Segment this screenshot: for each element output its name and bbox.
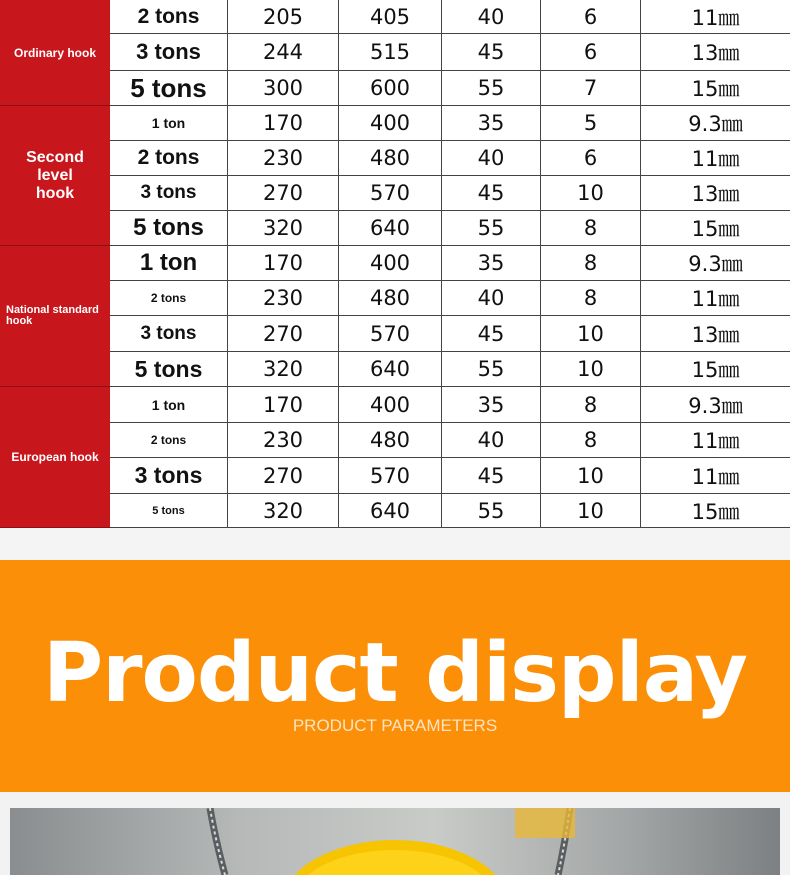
table-row	[110, 316, 790, 352]
value-cell: 230	[227, 281, 338, 315]
value-cell: 45	[441, 316, 540, 351]
capacity-cell: 2 tons	[137, 146, 200, 169]
banner-subtitle: PRODUCT PARAMETERS	[292, 716, 498, 735]
table-row	[110, 211, 790, 246]
value-cell: 6	[540, 34, 640, 70]
value-cell: 8	[540, 281, 640, 315]
value-cell: 11㎜	[640, 281, 790, 315]
value-cell: 570	[338, 176, 441, 210]
capacity-cell: 3 tons	[134, 462, 203, 488]
value-cell: 40	[441, 0, 540, 33]
value-cell: 230	[227, 141, 338, 175]
value-cell: 10	[540, 176, 640, 210]
value-cell: 45	[441, 458, 540, 493]
capacity-cell: 3 tons	[140, 322, 197, 344]
value-cell: 10	[540, 316, 640, 351]
value-cell: 640	[338, 494, 441, 527]
value-cell: 45	[441, 176, 540, 210]
table-row	[110, 246, 790, 281]
table-row	[110, 34, 790, 71]
capacity-cell: 1 ton	[139, 249, 198, 276]
table-row	[110, 352, 790, 387]
value-cell: 15㎜	[640, 352, 790, 386]
value-cell: 15㎜	[640, 71, 790, 105]
capacity-cell: 2 tons	[150, 433, 187, 447]
value-cell: 270	[227, 176, 338, 210]
value-cell: 7	[540, 71, 640, 105]
value-cell: 11㎜	[640, 0, 790, 33]
value-cell: 6	[540, 0, 640, 33]
value-cell: 55	[441, 211, 540, 245]
value-cell: 55	[441, 352, 540, 386]
value-cell: 570	[338, 316, 441, 351]
value-cell: 9.3㎜	[640, 106, 790, 140]
hook-type-label: National standard hook	[0, 246, 110, 387]
value-cell: 230	[227, 423, 338, 457]
capacity-cell: 1 ton	[151, 396, 186, 413]
value-cell: 13㎜	[640, 34, 790, 70]
value-cell: 10	[540, 494, 640, 527]
capacity-cell: 1 ton	[151, 115, 186, 131]
value-cell: 400	[338, 246, 441, 280]
value-cell: 8	[540, 211, 640, 245]
value-cell: 55	[441, 494, 540, 527]
capacity-cell: 5 tons	[133, 214, 204, 241]
value-cell: 244	[227, 34, 338, 70]
table-row	[110, 71, 790, 106]
value-cell: 400	[338, 106, 441, 140]
table-row	[110, 423, 790, 458]
hook-type-label: Second level hook	[0, 106, 110, 246]
value-cell: 13㎜	[640, 176, 790, 210]
value-cell: 11㎜	[640, 458, 790, 493]
hook-type-label: European hook	[0, 387, 110, 528]
product-photo	[10, 808, 780, 875]
table-row	[110, 0, 790, 34]
value-cell: 5	[540, 106, 640, 140]
value-cell: 45	[441, 34, 540, 70]
value-cell: 9.3㎜	[640, 387, 790, 422]
value-cell: 320	[227, 494, 338, 527]
table-row	[110, 387, 790, 423]
table-row	[110, 106, 790, 141]
value-cell: 480	[338, 281, 441, 315]
value-cell: 400	[338, 387, 441, 422]
value-cell: 10	[540, 352, 640, 386]
value-cell: 270	[227, 316, 338, 351]
value-cell: 55	[441, 71, 540, 105]
value-cell: 10	[540, 458, 640, 493]
table-row	[110, 494, 790, 528]
banner-title: Product display	[43, 626, 747, 721]
value-cell: 6	[540, 141, 640, 175]
value-cell: 270	[227, 458, 338, 493]
table-row	[110, 281, 790, 316]
value-cell: 8	[540, 423, 640, 457]
value-cell: 570	[338, 458, 441, 493]
value-cell: 35	[441, 106, 540, 140]
value-cell: 405	[338, 0, 441, 33]
value-cell: 300	[227, 71, 338, 105]
table-row	[110, 176, 790, 211]
value-cell: 640	[338, 211, 441, 245]
value-cell: 8	[540, 246, 640, 280]
value-cell: 9.3㎜	[640, 246, 790, 280]
value-cell: 320	[227, 352, 338, 386]
value-cell: 8	[540, 387, 640, 422]
capacity-cell: 5 tons	[130, 72, 207, 103]
value-cell: 480	[338, 423, 441, 457]
value-cell: 40	[441, 281, 540, 315]
value-cell: 13㎜	[640, 316, 790, 351]
value-cell: 40	[441, 423, 540, 457]
value-cell: 35	[441, 387, 540, 422]
table-row	[110, 141, 790, 176]
value-cell: 205	[227, 0, 338, 33]
value-cell: 35	[441, 246, 540, 280]
value-cell: 640	[338, 352, 441, 386]
table-row	[110, 458, 790, 494]
capacity-cell: 5 tons	[134, 355, 203, 382]
value-cell: 11㎜	[640, 141, 790, 175]
section-gap	[0, 528, 790, 560]
value-cell: 170	[227, 387, 338, 422]
capacity-cell: 2 tons	[137, 4, 200, 28]
capacity-cell: 3 tons	[136, 39, 201, 64]
value-cell: 515	[338, 34, 441, 70]
value-cell: 170	[227, 106, 338, 140]
value-cell: 15㎜	[640, 494, 790, 527]
value-cell: 480	[338, 141, 441, 175]
capacity-cell: 2 tons	[150, 291, 187, 305]
value-cell: 11㎜	[640, 423, 790, 457]
capacity-cell: 3 tons	[140, 182, 197, 203]
capacity-cell: 5 tons	[152, 504, 185, 517]
value-cell: 170	[227, 246, 338, 280]
value-cell: 320	[227, 211, 338, 245]
hook-type-label: Ordinary hook	[0, 0, 110, 106]
value-cell: 600	[338, 71, 441, 105]
value-cell: 15㎜	[640, 211, 790, 245]
value-cell: 40	[441, 141, 540, 175]
hoist-image	[10, 808, 780, 875]
